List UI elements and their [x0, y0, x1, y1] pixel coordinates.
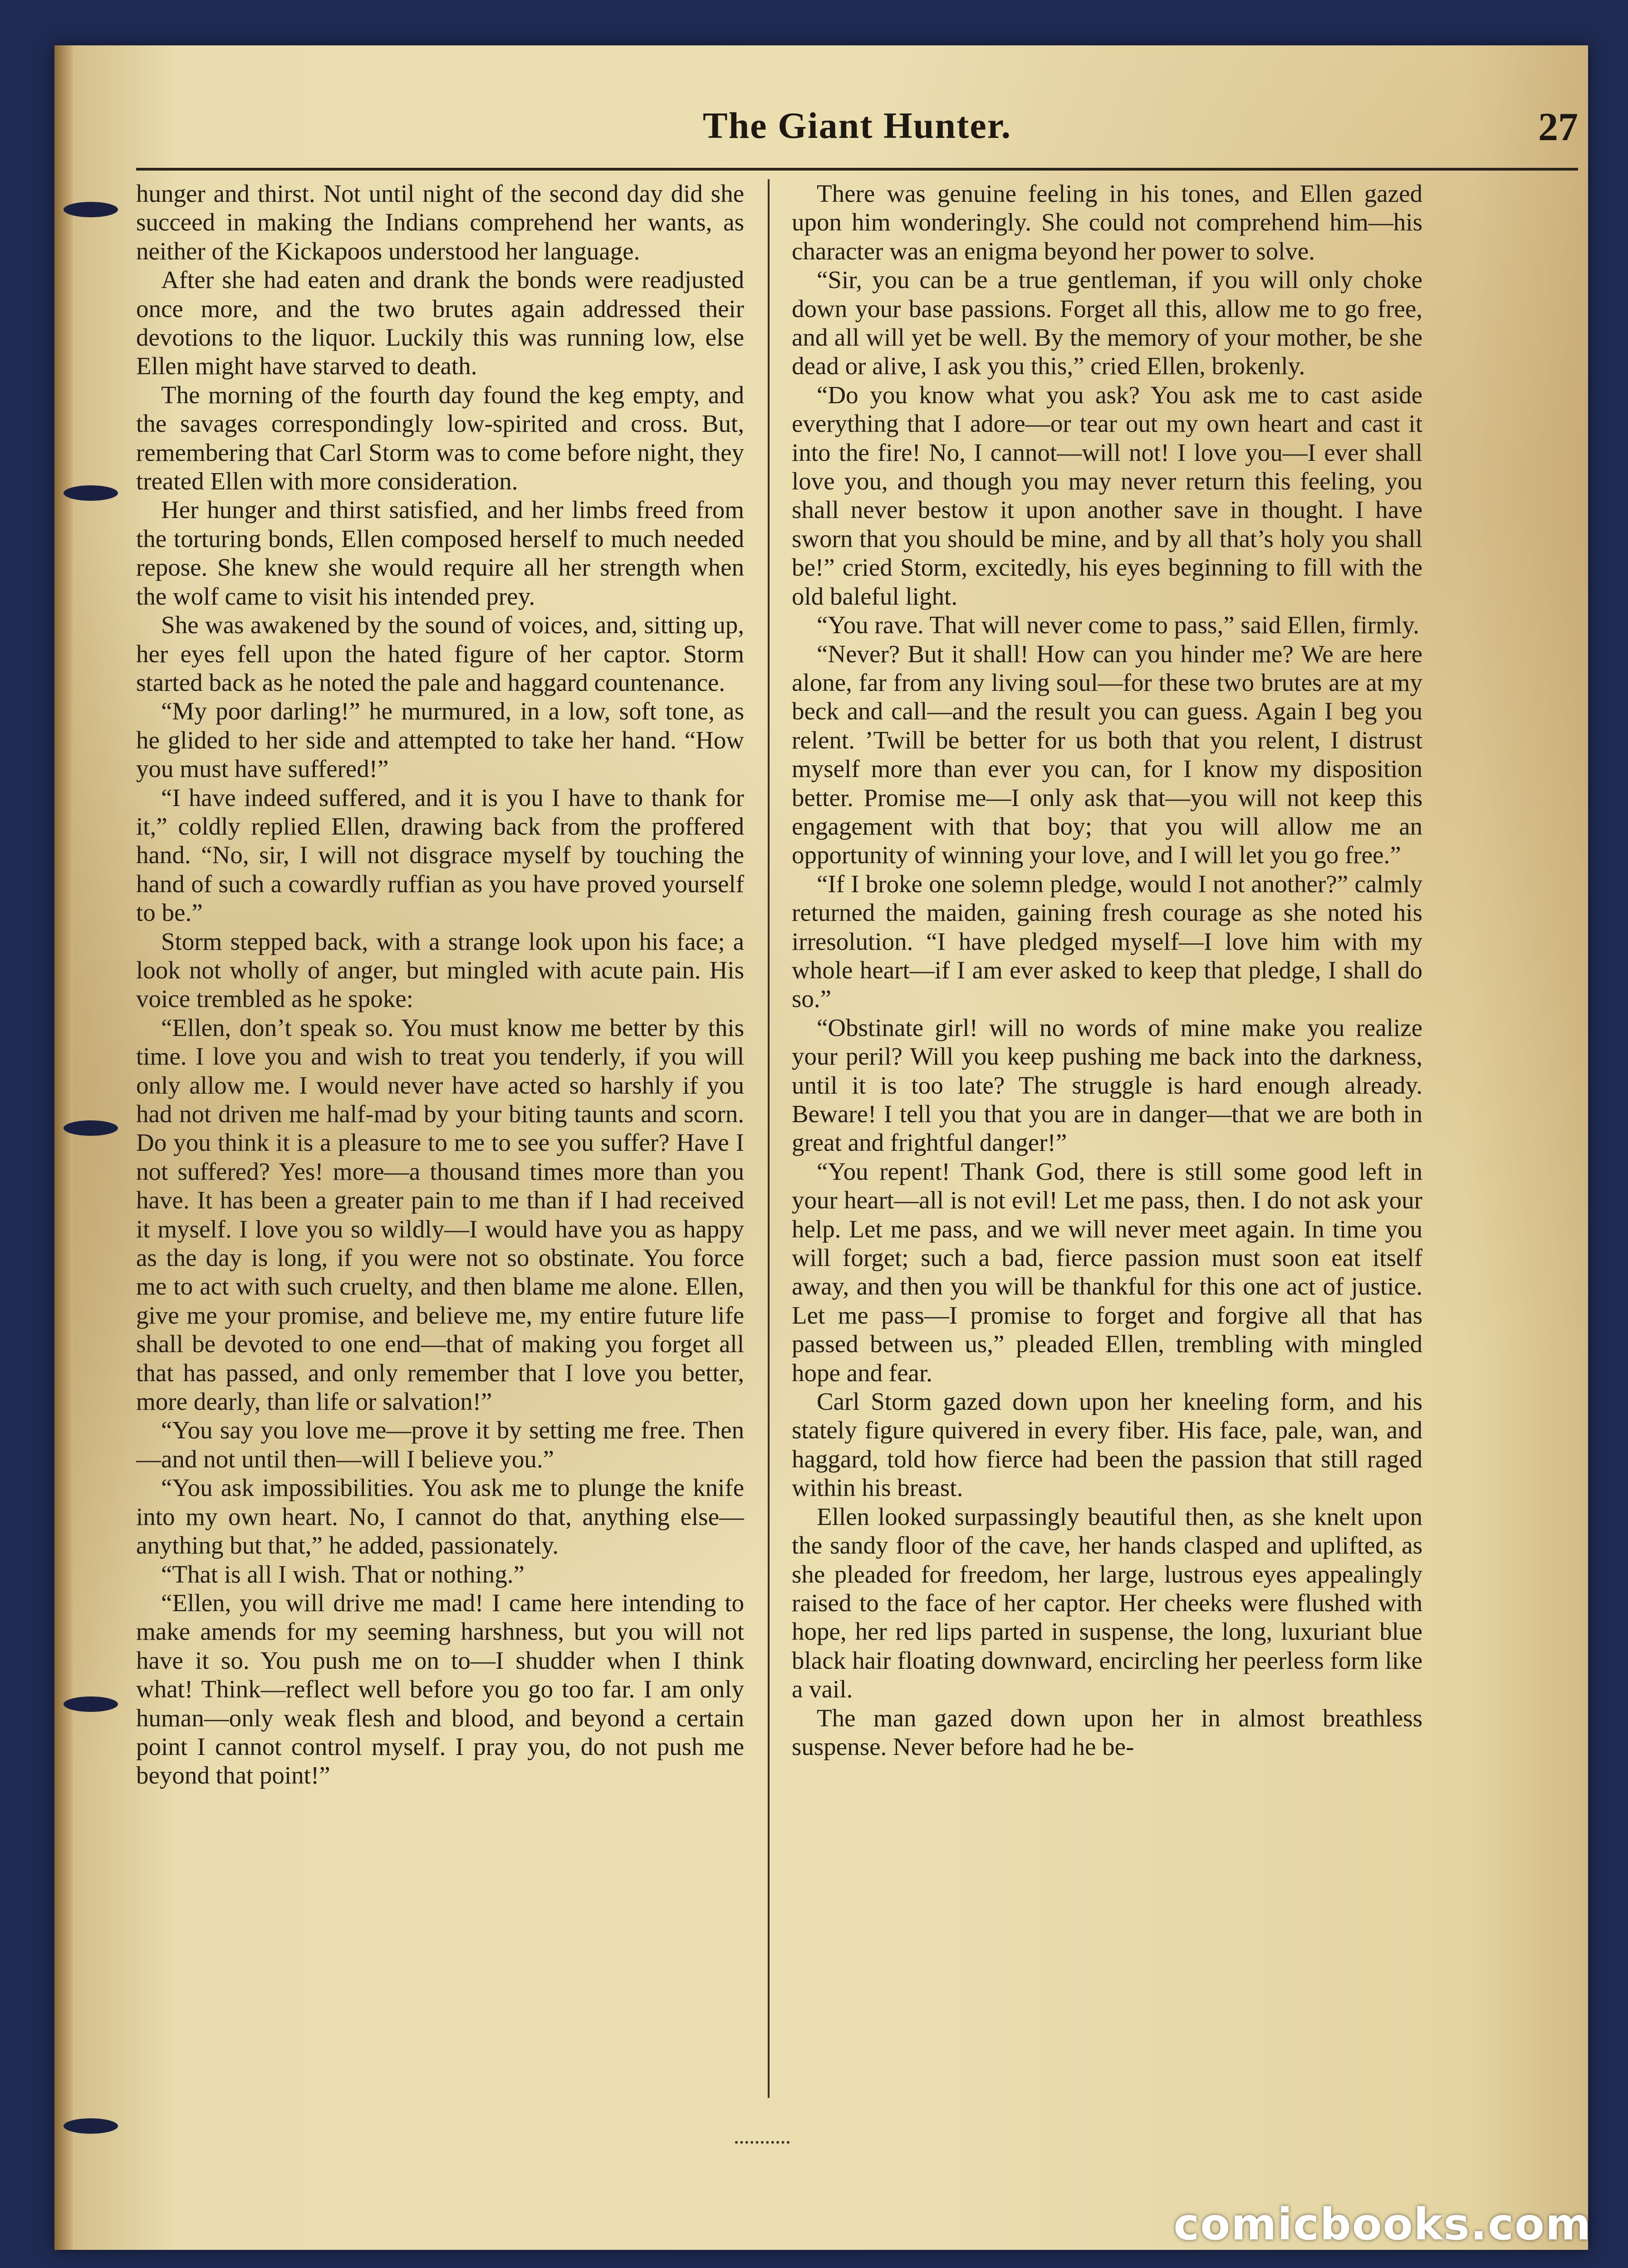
- paragraph: “You say you love me—prove it by setting me free. Then—and not until then—will I believe you.”: [136, 1416, 744, 1473]
- binding-stitch: [64, 202, 118, 217]
- paragraph: hunger and thirst. Not until night of the second day did she succeed in making the Indians comprehend her wants, as neither of the Kickapoos understood her language.: [136, 180, 744, 265]
- page-number: 27: [1538, 105, 1578, 149]
- paragraph: There was genuine feeling in his tones, and Ellen gazed upon him wonderingly. She could not comprehend him—his character was an enigma beyond her power to solve.: [792, 180, 1422, 265]
- paragraph: Ellen looked surpassingly beautiful then, as she knelt upon the sandy floor of the cave, her hands clasped and uplifted, as she pleaded for freedom, her large, lustrous eyes appealingly raised to the face of her captor. Her cheeks were flushed with hope, her red lips parted in suspense, the long, luxuriant blue black hair floating downward, encircling her peerless form like a vail.: [792, 1502, 1422, 1703]
- watermark: comicbooks.com: [1173, 2199, 1592, 2250]
- paragraph: “You rave. That will never come to pass,” said Ellen, firmly.: [817, 611, 1419, 639]
- paragraph: Her hunger and thirst satisfied, and her limbs freed from the torturing bonds, Ellen composed herself to much needed repose. She knew she would require all her strength when the wolf came to visit his intended prey.: [136, 496, 744, 610]
- paragraph: “You repent! Thank God, there is still some good left in your heart—all is not evil! Let me pass, then. I do not ask your help. Let me pass, and we will never meet again. In time you will forget; such a bad, fierce passion must soon eat itself away, and then you will be thankful for this one act of justice. Let me pass—I promise to forget and forgive all that has passed between us,” pleaded Ellen, trembling with mingled hope and fear.: [792, 1157, 1422, 1387]
- paragraph: “If I broke one solemn pledge, would I not another?” calmly returned the maiden, gaining fresh courage as she noted his irresolution. “I have pledged myself—I love him with my whole heart—if I am ever asked to keep that pledge, I shall do so.”: [792, 870, 1422, 1013]
- left-text-column: [136, 179, 744, 2107]
- footer-ornament: [735, 2127, 789, 2144]
- paragraph: “Do you know what you ask? You ask me to cast aside everything that I adore—or tear out my own heart and cast it into the fire! No, I cannot—will not! I love you—I ever shall love you, and though you may never return this feeling, you shall never bestow it upon another save in thought. I have sworn that you should be mine, and by all that’s holy you shall be!” cried Storm, excitedly, his eyes beginning to fill with the old baleful light.: [792, 381, 1422, 610]
- paragraph: She was awakened by the sound of voices, and, sitting up, her eyes fell upon the hated figure of her captor. Storm started back as he noted the pale and haggard countenance.: [136, 611, 744, 696]
- paragraph: “Ellen, don’t speak so. You must know me better by this time. I love you and wish to treat you tenderly, if you will only allow me. I would never have acted so harshly if you had not driven me half-mad by your biting taunts and scorn. Do you think it is a pleasure to me to see you suffer? Have I not suffered? Yes! more—a thousand times more than you have. It has been a greater pain to me than if I had received it myself. I love you so wildly—I would have you as happy as the day is long, if you were not so obstinate. You force me to act with such cruelty, and then blame me alone. Ellen, give me your promise, and believe me, my entire future life shall be devoted to one end—that of making you forget all that has passed, and only remember that I love you better, more dearly, than life or salvation!”: [136, 1013, 744, 1416]
- right-text-column: [792, 179, 1422, 2107]
- binding-stitch: [64, 485, 118, 501]
- paragraph: “That is all I wish. That or nothing.”: [161, 1560, 525, 1588]
- paragraph: After she had eaten and drank the bonds were readjusted once more, and the two brutes again addressed their devotions to the liquor. Luckily this was running low, else Ellen might have starved to death.: [136, 266, 744, 380]
- paragraph: “Obstinate girl! will no words of mine make you realize your peril? Will you keep pushing me back into the darkness, until it is too late? The struggle is hard enough already. Beware! I tell you that you are in danger—that we are both in great and frightful danger!”: [792, 1013, 1422, 1157]
- paragraph: “Ellen, you will drive me mad! I came here intending to make amends for my seeming harshness, but you will not have it so. You push me on to—I shudder when I think what! Think—reflect well before you go too far. I am only human—only weak flesh and blood, and beyond a certain point I cannot control myself. I pray you, do not push me beyond that point!”: [136, 1589, 744, 1789]
- column-divider: [768, 179, 770, 2098]
- binding-stitch: [64, 1120, 118, 1136]
- binding-stitch: [64, 1696, 118, 1712]
- paragraph: Storm stepped back, with a strange look upon his face; a look not wholly of anger, but mingled with acute pain. His voice trembled as he spoke:: [136, 927, 744, 1013]
- paragraph: “Sir, you can be a true gentleman, if you will only choke down your base passions. Forget all this, allow me to go free, and all will yet be well. By the memory of your mother, be she dead or alive, I ask you this,” cried Ellen, brokenly.: [792, 266, 1422, 380]
- paragraph: The morning of the fourth day found the keg empty, and the savages correspondingly low-spirited and cross. But, remembering that Carl Storm was to come before night, they treated Ellen with more consideration.: [136, 381, 744, 495]
- page-title: The Giant Hunter.: [702, 105, 1012, 146]
- paragraph: “My poor darling!” he murmured, in a low, soft tone, as he glided to her side and attempted to take her hand. “How you must have suffered!”: [136, 697, 744, 783]
- page-spine: [54, 45, 73, 2250]
- binding-stitch: [64, 2118, 118, 2134]
- paragraph: “I have indeed suffered, and it is you I have to thank for it,” coldly replied Ellen, drawing back from the proffered hand. “No, sir, I will not disgrace myself by touching the hand of such a cowardly ruffian as you have proved yourself to be.”: [136, 783, 744, 927]
- paragraph: Carl Storm gazed down upon her kneeling form, and his stately figure quivered in every fiber. His face, pale, wan, and haggard, told how fierce had been the passion that still raged within his breast.: [792, 1388, 1422, 1502]
- paragraph: “You ask impossibilities. You ask me to plunge the knife into my own heart. No, I cannot do that, anything else—anything but that,” he added, passionately.: [136, 1474, 744, 1559]
- paragraph: The man gazed down upon her in almost breathless suspense. Never before had he be-: [792, 1704, 1422, 1760]
- paragraph: “Never? But it shall! How can you hinder me? We are here alone, far from any living soul—for these two brutes are at my beck and call—and the result you can guess. Again I beg you relent. ’Twill be better for us both that you relent, I distrust myself more than ever you can, for I know my disposition better. Promise me—I only ask that—you will not keep this engagement with that boy; that you will allow me an opportunity of winning your love, and I will let you go free.”: [792, 640, 1422, 869]
- running-header: [136, 104, 1578, 171]
